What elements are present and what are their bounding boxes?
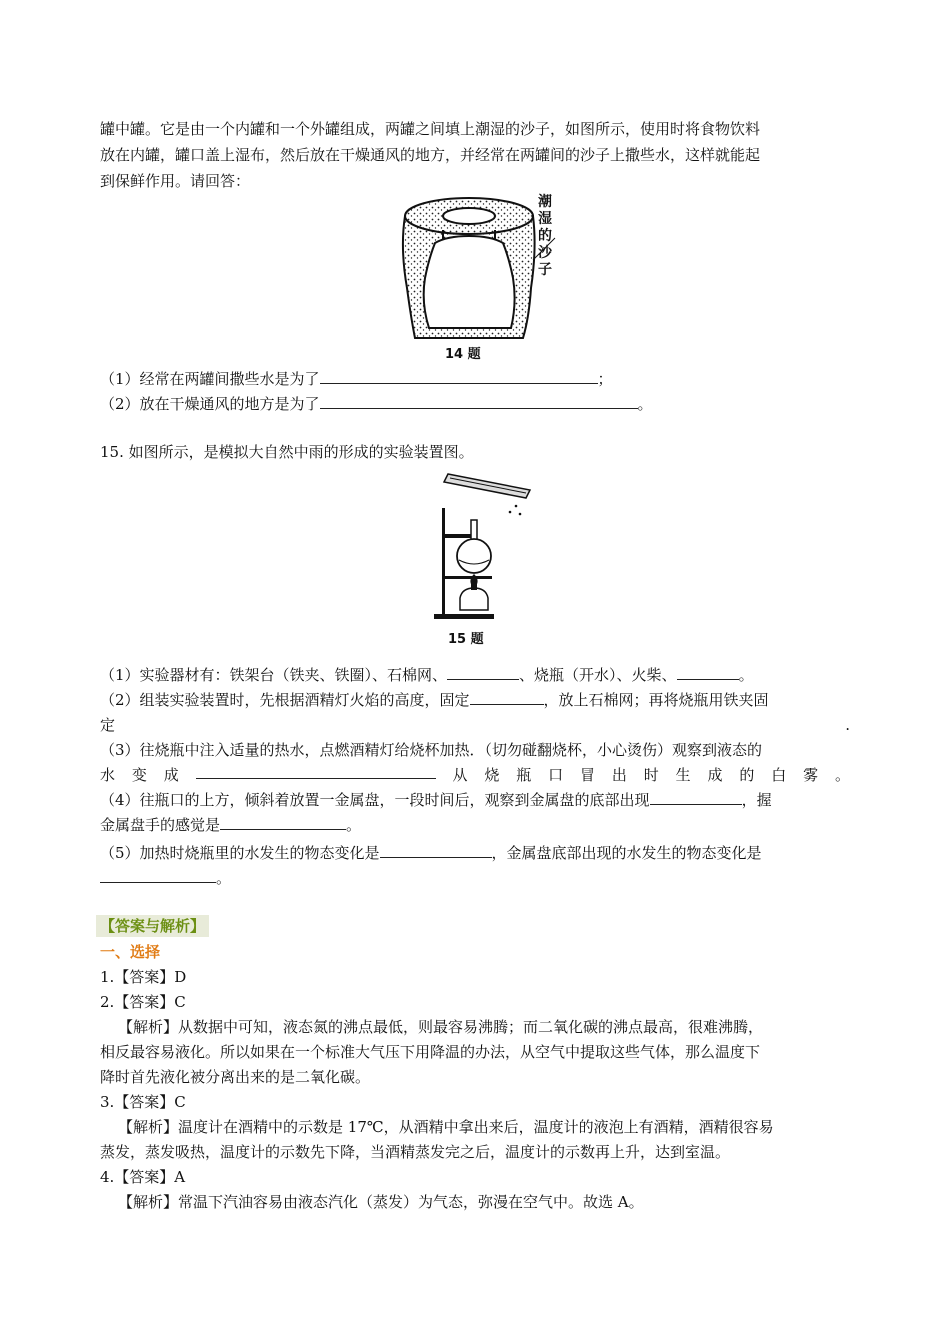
q15-item-5-blank-2[interactable] xyxy=(100,868,216,883)
q14-intro-line-1: 罐中罐。它是由一个内罐和一个外罐组成，两罐之间填上潮湿的沙子，如图所示，使用时将食物饮料 xyxy=(100,120,761,138)
q15-item-5: （5）加热时烧瓶里的水发生的物态变化是 ，金属盘底部出现的水发生的物态变化是 xyxy=(100,844,762,862)
answer-2-explanation-3: 降时首先液化被分离出来的是二氧化碳。 xyxy=(100,1068,371,1086)
q15-item-3-blank[interactable] xyxy=(196,764,436,779)
q15-item-3-cont: 水 变 成 从 烧 瓶 口 冒 出 时 生 成 的 白 雾 。 xyxy=(100,766,850,784)
q15-item-2-blank-1[interactable] xyxy=(470,690,544,705)
answer-4-explanation-1: 【解析】常温下汽油容易由液态汽化（蒸发）为气态，弥漫在空气中。故选 A。 xyxy=(118,1193,644,1211)
rain-apparatus-figure xyxy=(430,468,535,626)
answer-2-explanation-2: 相反最容易液化。所以如果在一个标准大气压下用降温的办法，从空气中提取这些气体，那么温度下 xyxy=(100,1043,761,1061)
q15-item-1-blank-1[interactable] xyxy=(447,665,519,680)
q14-item-1: （1）经常在两罐间撒些水是为了 ； xyxy=(100,370,613,388)
answer-2: 2.【答案】C xyxy=(100,993,186,1011)
q14-item-2: （2）放在干燥通风的地方是为了 。 xyxy=(100,395,653,413)
answer-3-explanation-2: 蒸发，蒸发吸热，温度计的示数先下降，当酒精蒸发完之后，温度计的示数再上升，达到室温。 xyxy=(100,1143,731,1161)
q15-item-1: （1）实验器材有：铁架台（铁夹、铁圈）、石棉网、 、烧瓶（开水）、火柴、 。 xyxy=(100,666,754,684)
q15-item-3: （3）往烧瓶中注入适量的热水，点燃酒精灯给烧杯加热．（切勿碰翻烧杯，小心烫伤）观察到液态的 xyxy=(100,741,763,759)
q14-intro-line-3: 到保鲜作用。请回答： xyxy=(100,172,251,190)
q15-item-5-blank-1[interactable] xyxy=(380,843,492,858)
q15-item-4: （4）往瓶口的上方，倾斜着放置一金属盘，一段时间后，观察到金属盘的底部出现 ，握 xyxy=(100,791,772,809)
answer-4: 4.【答案】A xyxy=(100,1168,186,1186)
q15-stem: 15. 如图所示，是模拟大自然中雨的形成的实验装置图。 xyxy=(100,443,474,461)
figure-15-caption: 15 题 xyxy=(448,632,484,647)
q15-item-5-cont: 。 xyxy=(100,867,231,889)
q14-item-1-blank[interactable] xyxy=(320,369,598,384)
answer-1: 1.【答案】D xyxy=(100,968,187,986)
q15-item-4-blank-1[interactable] xyxy=(650,790,742,805)
answers-heading: 【答案与解析】 xyxy=(96,915,209,937)
answer-3: 3.【答案】C xyxy=(100,1093,186,1111)
sand-label: 潮湿的沙子 xyxy=(538,194,552,278)
q15-item-1-blank-2[interactable] xyxy=(677,665,739,680)
q15-item-4-blank-2[interactable] xyxy=(220,815,346,830)
q15-item-4-cont: 金属盘手的感觉是 。 xyxy=(100,816,362,834)
answer-3-explanation-1: 【解析】温度计在酒精中的示数是 17℃，从酒精中拿出来后，温度计的液泡上有酒精，酒精很容易 xyxy=(118,1118,774,1136)
q14-item-2-blank[interactable] xyxy=(320,394,638,409)
section-heading: 一、选择 xyxy=(100,943,161,961)
q15-item-2: （2）组装实验装置时，先根据酒精灯火焰的高度，固定 ，放上石棉网；再将烧瓶用铁夹固 xyxy=(100,691,769,709)
q14-intro-line-2: 放在内罐，罐口盖上湿布，然后放在干燥通风的地方，并经常在两罐间的沙子上撒些水，这样就能起 xyxy=(100,146,761,164)
q15-item-2-cont: 定 . xyxy=(100,716,850,734)
figure-14-caption: 14 题 xyxy=(445,347,481,362)
answer-2-explanation-1: 【解析】从数据中可知，液态氮的沸点最低，则最容易沸腾；而二氧化碳的沸点最高，很难沸腾， xyxy=(118,1018,764,1036)
